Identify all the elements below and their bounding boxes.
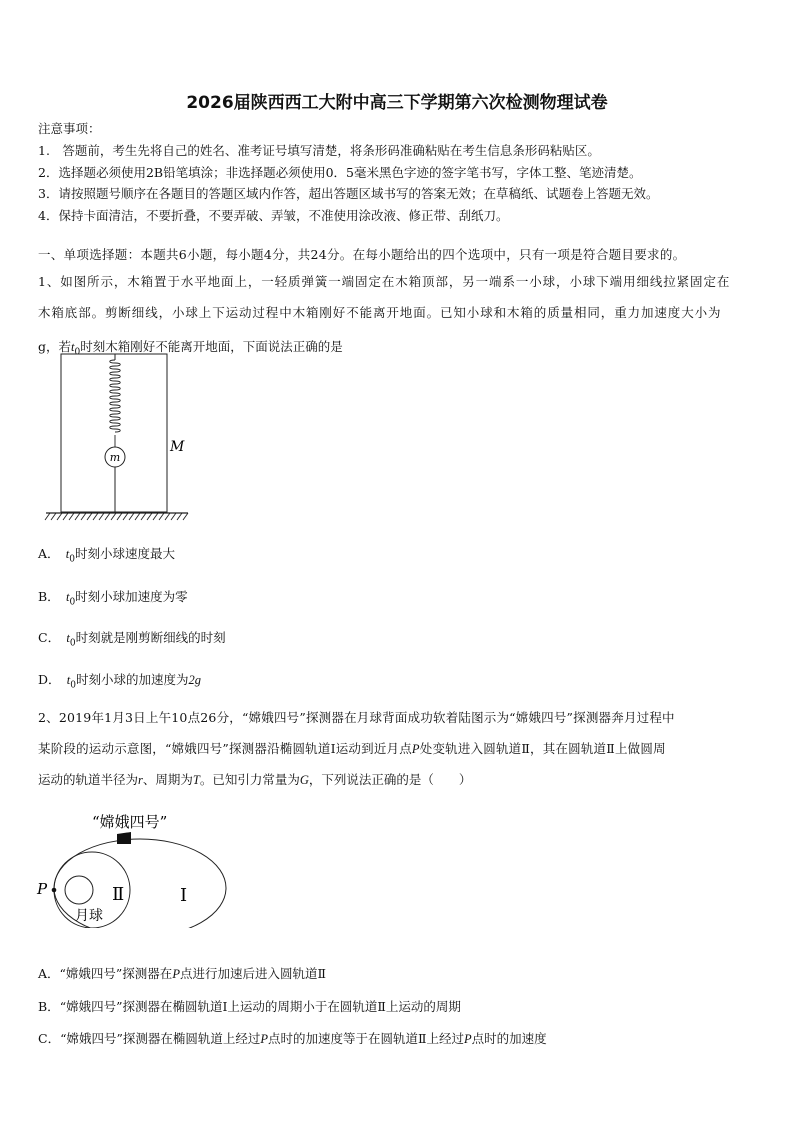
moon [65, 876, 93, 904]
q2-line-3 [38, 772, 471, 788]
q2-option-a[interactable] [38, 966, 326, 982]
q1-option-d[interactable] [38, 672, 201, 694]
probe-label: “嫦娥四号” [92, 813, 168, 831]
option-b-label: B． [38, 999, 60, 1014]
option-c-text-mid: 点时的加速度等于在圆轨道Ⅱ上经过 [268, 1031, 465, 1046]
t0-symbol: t [66, 631, 70, 645]
q2-line-3-c: 。已知引力常量为 [199, 772, 300, 787]
point-p-dot [52, 888, 57, 893]
option-c-text-pre: “嫦娥四号”探测器在椭圆轨道上经过 [60, 1031, 261, 1046]
box-label: M [170, 439, 185, 455]
ball-label: m [109, 451, 121, 464]
option-a-text: 时刻小球速度最大 [75, 546, 176, 561]
option-a-text-post: 点进行加速后进入圆轨道Ⅱ [179, 966, 326, 981]
q2-line-2 [38, 741, 666, 757]
q2-line-3-d: ，下列说法正确的是（ ） [308, 772, 472, 787]
moon-label: 月球 [75, 908, 103, 924]
q2-line-2-b: 处变轨进入圆轨道Ⅱ，其在圆轨道Ⅱ上做圆周 [419, 741, 666, 756]
q1-line-2: 木箱底部。剪断细线，小球上下运动过程中木箱刚好不能离开地面。已知小球和木箱的质量相同，重力加速度大小为 [38, 305, 722, 320]
point-p-label: P [37, 880, 48, 898]
t0-symbol: t [65, 590, 70, 604]
notice-item-2: 2．选择题必须使用2B铅笔填涂；非选择题必须使用0．5毫米黑色字迹的签字笔书写，字体工整、笔迹清楚。 [38, 165, 642, 180]
t0-subscript: 0 [69, 638, 76, 649]
option-d-text: 时刻小球的加速度为 [76, 672, 189, 687]
gravity-constant-symbol: G [299, 773, 309, 787]
section-heading: 一、单项选择题：本题共6小题，每小题4分，共24分。在每小题给出的四个选项中，只有一项是符合题目要求的。 [38, 247, 686, 262]
t0-symbol: t [65, 547, 70, 561]
spring [110, 360, 121, 447]
point-p-symbol: P [411, 742, 420, 756]
notice-item-3: 3．请按照题号顺序在各题目的答题区域内作答，超出答题区域书写的答案无效；在草稿纸、试题卷上答题无效。 [38, 186, 659, 201]
t0-subscript: 0 [74, 347, 81, 358]
option-c-text: 时刻就是刚剪断细线的时刻 [75, 630, 226, 645]
orbit-1-label: Ⅰ [180, 885, 188, 906]
q2-option-c[interactable] [38, 1031, 547, 1047]
q2-line-3-a: 运动的轨道半径为 [38, 772, 139, 787]
q2-option-b[interactable] [38, 999, 461, 1015]
period-symbol: T [192, 773, 200, 787]
exam-title: 2026届陕西西工大附中高三下学期第六次检测物理试卷 [186, 93, 608, 113]
q2-figure [30, 808, 230, 928]
t0-symbol: t [66, 673, 71, 687]
ground-hatch [45, 513, 188, 520]
option-c-label: C． [38, 630, 54, 645]
t0-subscript: 0 [69, 554, 76, 565]
probe-marker [117, 832, 131, 844]
q1-option-b[interactable] [38, 589, 188, 611]
q1-figure [40, 347, 200, 525]
option-b-label: B． [38, 589, 54, 604]
orbit-2-label: Ⅱ [112, 884, 125, 905]
q1-option-c[interactable] [38, 630, 226, 652]
q1-line-3-a: g，若 [38, 339, 72, 354]
option-a-label: A． [38, 966, 60, 981]
option-c-text-post: 点时的加速度 [471, 1031, 547, 1046]
q1-option-a[interactable] [38, 546, 175, 568]
t0-symbol: t [71, 340, 75, 354]
option-c-label: C． [38, 1031, 61, 1046]
point-p-symbol: P [260, 1032, 269, 1046]
option-b-text: “嫦娥四号”探测器在椭圆轨道Ⅰ上运动的周期小于在圆轨道Ⅱ上运动的周期 [59, 999, 461, 1014]
q2-line-3-b: 、周期为 [142, 772, 193, 787]
option-d-label: D． [38, 672, 55, 687]
option-a-label: A． [38, 546, 54, 561]
point-p-symbol: P [172, 967, 180, 981]
q2-line-1: 2、2019年1月3日上午10点26分，“嫦娥四号”探测器在月球背面成功软着陆图示为“嫦娥四号”探测器奔月过程中 [38, 710, 675, 725]
t0-subscript: 0 [70, 680, 77, 691]
option-b-text: 时刻小球加速度为零 [75, 589, 188, 604]
point-p-symbol: P [464, 1032, 472, 1046]
notice-item-4: 4．保持卡面清洁，不要折叠，不要弄破、弄皱，不准使用涂改液、修正带、刮纸刀。 [38, 208, 509, 223]
radius-symbol: r [138, 773, 143, 787]
notice-heading: 注意事项： [38, 121, 101, 136]
option-a-text-pre: “嫦娥四号”探测器在 [59, 966, 173, 981]
option-d-value: 2g [188, 673, 202, 687]
q1-line-3-b: 时刻木箱刚好不能离开地面，下面说法正确的是 [80, 339, 343, 354]
q1-line-1: 1、如图所示，木箱置于水平地面上，一轻质弹簧一端固定在木箱顶部，另一端系一小球，小球下端用细线拉紧固定在 [38, 274, 731, 289]
t0-subscript: 0 [69, 597, 76, 608]
q2-line-2-a: 某阶段的运动示意图，“嫦娥四号”探测器沿椭圆轨道Ⅰ运动到近月点 [38, 741, 412, 756]
notice-item-1: 1. 答题前，考生先将自己的姓名、准考证号填写清楚，将条形码准确粘贴在考生信息条形码粘贴区。 [38, 143, 600, 158]
